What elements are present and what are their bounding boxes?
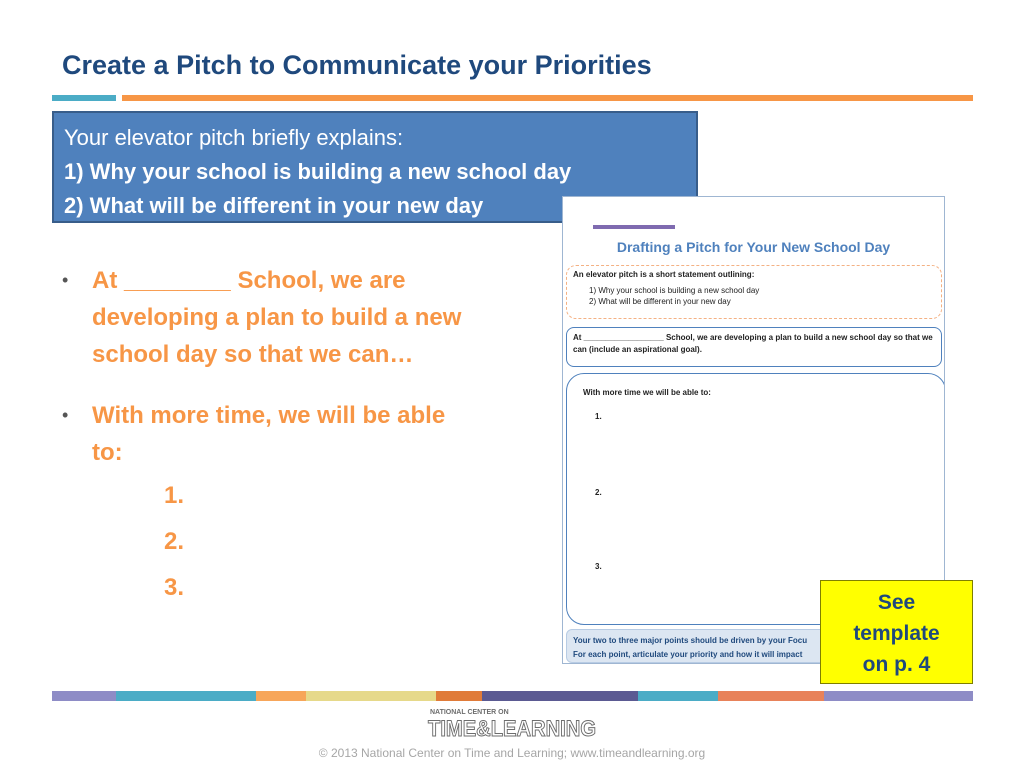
bar-segment <box>116 691 256 701</box>
bar-segment <box>436 691 482 701</box>
title-rule-orange <box>122 95 973 101</box>
numbered-item-2: 2. <box>164 528 185 555</box>
bar-segment <box>256 691 306 701</box>
numbered-item-3: 3. <box>164 574 185 601</box>
doc-num-2: 2. <box>595 488 602 497</box>
bullet-text-2: With more time, we will be able to: <box>92 402 446 466</box>
title-rule-teal <box>52 95 116 101</box>
callout-line-3: on p. 4 <box>862 653 931 676</box>
doc-num-1: 1. <box>595 412 602 421</box>
bottom-color-bar <box>52 691 973 701</box>
doc-footer-line-1: Your two to three major points should be driven by your Focu <box>573 636 808 645</box>
bar-segment <box>306 691 436 701</box>
doc-color-strip <box>593 225 675 229</box>
pitch-intro: Your elevator pitch briefly explains: <box>64 125 404 150</box>
bar-segment <box>824 691 973 701</box>
bullet-dot-icon: • <box>62 405 69 425</box>
doc-definition-head: An elevator pitch is a short statement outlining: <box>573 270 755 279</box>
footer-copyright: © 2013 National Center on Time and Learning; www.timeandlearning.org <box>318 746 706 760</box>
ncitl-logo <box>426 706 598 740</box>
doc-definition-box <box>566 265 942 319</box>
doc-title: Drafting a Pitch for Your New School Day <box>616 239 891 255</box>
doc-definition-item: 2) What will be different in your new day <box>589 297 731 306</box>
callout-line-2: template <box>853 622 940 645</box>
pitch-point-2: 2) What will be different in your new day <box>64 193 484 218</box>
doc-footer-line-2: For each point, articulate your priority and how it will impact <box>573 650 803 659</box>
bullet-list <box>62 262 482 611</box>
slide-title: Create a Pitch to Communicate your Priorities <box>62 50 652 80</box>
bar-segment <box>638 691 718 701</box>
logo-main-text: TIME&LEARNING <box>428 716 596 740</box>
doc-at-statement-box: At __________________ School, we are developing a plan to build a new school day so that we can (include an aspirational goal). <box>566 327 942 367</box>
numbered-list <box>62 473 482 611</box>
doc-definition-item: 1) Why your school is building a new school day <box>589 286 760 295</box>
bullet-item-2 <box>62 397 482 471</box>
numbered-item-1: 1. <box>164 482 185 509</box>
doc-more-time-head: With more time we will be able to: <box>583 388 711 397</box>
bullet-text-1: At ________ School, we are developing a plan to build a new school day so that we can… <box>92 267 462 368</box>
bar-segment <box>718 691 824 701</box>
bullet-dot-icon: • <box>62 270 69 290</box>
see-template-callout <box>820 580 973 684</box>
doc-num-3: 3. <box>595 562 602 571</box>
bar-segment <box>52 691 116 701</box>
bullet-item-1 <box>62 262 482 373</box>
callout-line-1: See <box>877 591 916 614</box>
bar-segment <box>482 691 638 701</box>
logo-top-text: NATIONAL CENTER ON <box>430 709 509 716</box>
pitch-point-1: 1) Why your school is building a new school day <box>64 159 572 184</box>
